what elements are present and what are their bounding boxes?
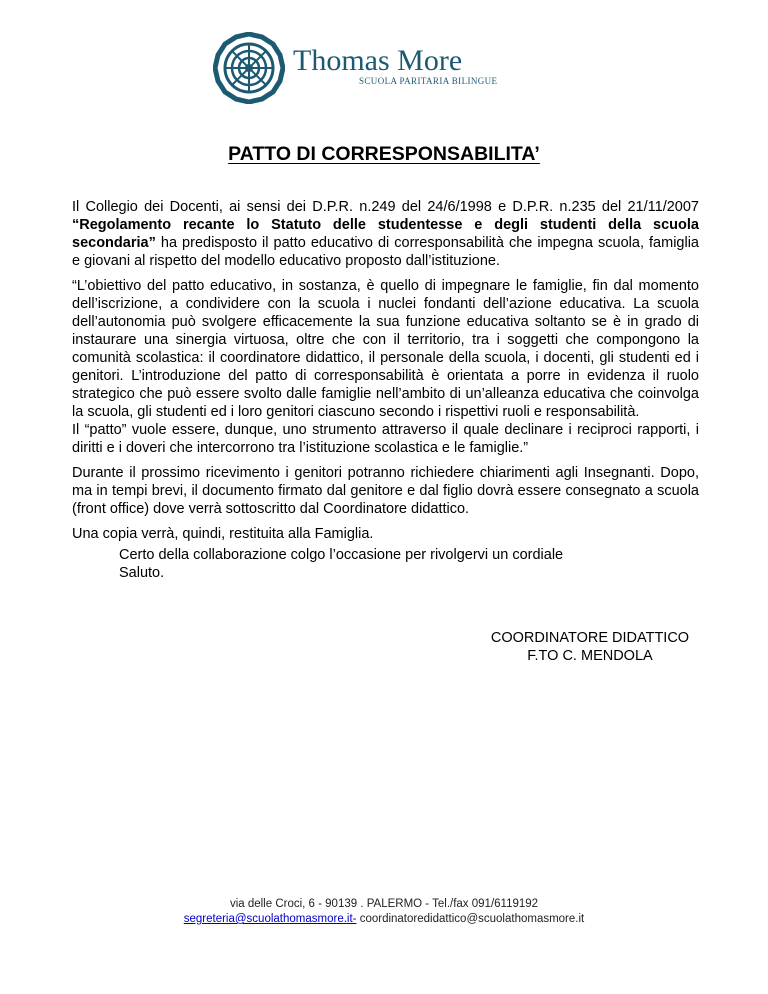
paragraph-copy: Una copia verrà, quindi, restituita alla Famiglia. [72,526,374,542]
regulation-title: “Regolamento recante lo Statuto delle studentesse e degli studenti della scuola secondaria” [72,217,699,251]
intro-text-start: Il Collegio dei Docenti, ai sensi dei D.P.R. n.249 del 24/6/1998 e D.P.R. n.235 del 21/11/2007 [72,199,699,215]
document-title: PATTO DI CORRESPONSABILITA’ [228,143,540,165]
signoff [119,546,639,582]
signature-block [460,629,720,665]
paragraph-quote [72,277,699,457]
footer-address: via delle Croci, 6 - 90139 . PALERMO - Tel./fax 091/6119192 [229,898,539,910]
footer [0,897,768,927]
footer-contacts [0,912,768,927]
intro-text-end: ha predisposto il patto educativo di corresponsabilità che impegna scuola, famiglia e giovani al rispetto del modello educativo proposto dall’istituzione. [72,235,699,269]
signoff-greeting: Saluto. [119,565,165,581]
email-link-segreteria[interactable]: segreteria@scuolathomasmore.it- [183,913,357,925]
school-logo [213,32,523,104]
signoff-line: Certo della collaborazione colgo l’occasione per rivolgervi un cordiale [119,547,564,563]
logo-subtitle: SCUOLA PARITARIA BILINGUE [359,76,498,86]
signature-role: COORDINATORE DIDATTICO [490,630,690,646]
email-coordinatore: coordinatoredidattico@scuolathomasmore.it [356,913,585,925]
quote-text-continued: Il “patto” vuole essere, dunque, uno strumento attraverso il quale declinare i reciproci rapporti, i diritti e i doveri che intercorrono tra l’istituzione scolastica e le famiglie.” [72,422,699,456]
document-body [72,198,699,543]
signature-name: F.TO C. MENDOLA [527,648,653,664]
paragraph-intro [72,198,699,270]
paragraph-instructions: Durante il prossimo ricevimento i genitori potranno richiedere chiarimenti agli Insegnanti. Dopo, ma in tempi brevi, il documento firmato dal genitore e dal figlio dovrà essere consegnato a scuola (front office) dove verrà sottoscritto dal Coordinatore didattico. [72,465,699,517]
logo-name: Thomas More [293,44,463,77]
quote-text: “L’obiettivo del patto educativo, in sostanza, è quello di impegnare le famiglie, fin dal momento dell’iscrizione, a condividere con la scuola i nuclei fondanti dell’azione educativa. La scuola dell’autonomia può svolgere efficacemente la sua funzione educativa soltanto se è in grado di instaurare una sinergia virtuosa, oltre che con il territorio, tra i soggetti che compongono la comunità scolastica: il coordinatore didattico, il personale della scuola, i docenti, gli studenti ed i genitori. L’introduzione del patto di corresponsabilità è orientata a porre in evidenza il ruolo strategico che può essere svolto dalle famiglie nell’ambito di un’alleanza educativa che coinvolga la scuola, gli studenti ed i loro genitori ciascuno secondo i rispettivi ruoli e responsabilità. [72,278,699,420]
emblem-icon [213,32,285,104]
